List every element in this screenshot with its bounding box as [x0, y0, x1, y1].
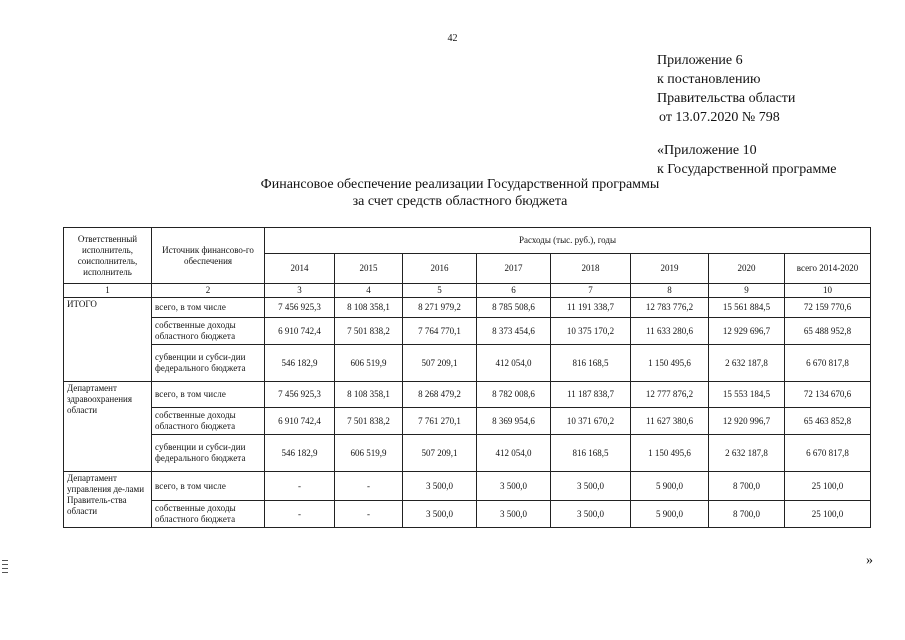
value-cell: 25 100,0: [785, 501, 871, 528]
source-cell: собственные доходы областного бюджета: [152, 501, 265, 528]
source-cell: субвенции и субси-дии федерального бюджета: [152, 345, 265, 382]
value-cell: 65 488 952,8: [785, 318, 871, 345]
value-cell: 15 553 184,5: [709, 382, 785, 408]
page-number: 42: [447, 33, 458, 44]
source-cell: всего, в том числе: [152, 472, 265, 501]
value-cell: 8 108 358,1: [335, 382, 403, 408]
value-cell: 8 268 479,2: [403, 382, 477, 408]
header-year: 2016: [403, 254, 477, 284]
value-cell: 5 900,0: [631, 501, 709, 528]
value-cell: 7 764 770,1: [403, 318, 477, 345]
header-total: всего 2014-2020: [785, 254, 871, 284]
table-row: [64, 382, 871, 408]
value-cell: 10 371 670,2: [551, 408, 631, 435]
appendix-10-line-2: к Государственной программе: [657, 162, 837, 177]
value-cell: 25 100,0: [785, 472, 871, 501]
header-year: 2014: [265, 254, 335, 284]
margin-scan-mark: [2, 560, 8, 576]
value-cell: 3 500,0: [403, 472, 477, 501]
appendix-line-1: Приложение 6: [657, 53, 743, 68]
value-cell: 7 456 925,3: [265, 298, 335, 318]
value-cell: 12 783 776,2: [631, 298, 709, 318]
header-expenses: Расходы (тыс. руб.), годы: [265, 228, 871, 254]
value-cell: -: [265, 501, 335, 528]
source-cell: субвенции и субси-дии федерального бюджета: [152, 435, 265, 472]
value-cell: 507 209,1: [403, 345, 477, 382]
header-year: 2018: [551, 254, 631, 284]
value-cell: 6 910 742,4: [265, 408, 335, 435]
column-number: 7: [551, 284, 631, 298]
value-cell: 8 700,0: [709, 472, 785, 501]
value-cell: 65 463 852,8: [785, 408, 871, 435]
header-year: 2019: [631, 254, 709, 284]
column-number: 9: [709, 284, 785, 298]
value-cell: 546 182,9: [265, 435, 335, 472]
header-year: 2017: [477, 254, 551, 284]
responsible-cell: Департамент управления де-лами Правитель-ства области: [64, 472, 152, 528]
table-row: [64, 472, 871, 501]
value-cell: 2 632 187,8: [709, 435, 785, 472]
header-responsible: Ответственный исполнитель, соисполнитель, исполнитель: [64, 228, 152, 284]
value-cell: 6 670 817,8: [785, 435, 871, 472]
value-cell: 606 519,9: [335, 435, 403, 472]
value-cell: 412 054,0: [477, 345, 551, 382]
source-cell: собственные доходы областного бюджета: [152, 408, 265, 435]
header-year: 2015: [335, 254, 403, 284]
column-number: 8: [631, 284, 709, 298]
column-number: 2: [152, 284, 265, 298]
header-source: Источник финансово-го обеспечения: [152, 228, 265, 284]
title-line-2: за счет средств областного бюджета: [352, 194, 568, 209]
value-cell: 12 929 696,7: [709, 318, 785, 345]
value-cell: 606 519,9: [335, 345, 403, 382]
table-row: [64, 501, 871, 528]
value-cell: 11 191 338,7: [551, 298, 631, 318]
value-cell: 1 150 495,6: [631, 435, 709, 472]
value-cell: 8 700,0: [709, 501, 785, 528]
appendix-line-3: Правительства области: [657, 91, 796, 106]
value-cell: 546 182,9: [265, 345, 335, 382]
value-cell: 8 369 954,6: [477, 408, 551, 435]
appendix-line-2: к постановлению: [657, 72, 761, 87]
value-cell: 816 168,5: [551, 345, 631, 382]
value-cell: 412 054,0: [477, 435, 551, 472]
value-cell: -: [265, 472, 335, 501]
value-cell: 11 633 280,6: [631, 318, 709, 345]
column-number: 5: [403, 284, 477, 298]
value-cell: 2 632 187,8: [709, 345, 785, 382]
value-cell: 11 627 380,6: [631, 408, 709, 435]
value-cell: 3 500,0: [551, 501, 631, 528]
table-row: [64, 435, 871, 472]
source-cell: собственные доходы областного бюджета: [152, 318, 265, 345]
value-cell: 1 150 495,6: [631, 345, 709, 382]
value-cell: 12 920 996,7: [709, 408, 785, 435]
table-row: [64, 298, 871, 318]
responsible-cell: ИТОГО: [64, 298, 152, 382]
appendix-line-4: от 13.07.2020 № 798: [659, 110, 780, 125]
column-number: 6: [477, 284, 551, 298]
value-cell: 3 500,0: [477, 472, 551, 501]
responsible-cell: Департамент здравоохранения области: [64, 382, 152, 472]
source-cell: всего, в том числе: [152, 382, 265, 408]
value-cell: 3 500,0: [477, 501, 551, 528]
value-cell: 6 670 817,8: [785, 345, 871, 382]
value-cell: 7 761 270,1: [403, 408, 477, 435]
value-cell: 5 900,0: [631, 472, 709, 501]
column-number: 4: [335, 284, 403, 298]
column-number: 10: [785, 284, 871, 298]
value-cell: 8 373 454,6: [477, 318, 551, 345]
table-row: [64, 318, 871, 345]
value-cell: 15 561 884,5: [709, 298, 785, 318]
title-line-1: Финансовое обеспечение реализации Государственной программы: [260, 177, 660, 192]
document-title: [200, 176, 720, 210]
value-cell: 6 910 742,4: [265, 318, 335, 345]
value-cell: 7 501 838,2: [335, 318, 403, 345]
value-cell: 8 785 508,6: [477, 298, 551, 318]
table-row: [64, 408, 871, 435]
closing-quote: »: [866, 553, 873, 568]
table-row: [64, 345, 871, 382]
source-cell: всего, в том числе: [152, 298, 265, 318]
value-cell: 3 500,0: [551, 472, 631, 501]
column-number: 1: [64, 284, 152, 298]
value-cell: 7 456 925,3: [265, 382, 335, 408]
value-cell: 11 187 838,7: [551, 382, 631, 408]
value-cell: 507 209,1: [403, 435, 477, 472]
value-cell: 3 500,0: [403, 501, 477, 528]
value-cell: 8 782 008,6: [477, 382, 551, 408]
value-cell: 7 501 838,2: [335, 408, 403, 435]
value-cell: 12 777 876,2: [631, 382, 709, 408]
value-cell: 72 159 770,6: [785, 298, 871, 318]
column-numbers-row: [64, 284, 871, 298]
financing-table: [63, 227, 871, 528]
value-cell: 72 134 670,6: [785, 382, 871, 408]
value-cell: 10 375 170,2: [551, 318, 631, 345]
header-year: 2020: [709, 254, 785, 284]
value-cell: 816 168,5: [551, 435, 631, 472]
value-cell: 8 108 358,1: [335, 298, 403, 318]
appendix-10-header: [657, 141, 836, 179]
value-cell: -: [335, 501, 403, 528]
appendix-10-line-1: «Приложение 10: [657, 143, 757, 158]
column-number: 3: [265, 284, 335, 298]
appendix-header: [657, 51, 795, 127]
value-cell: 8 271 979,2: [403, 298, 477, 318]
value-cell: -: [335, 472, 403, 501]
